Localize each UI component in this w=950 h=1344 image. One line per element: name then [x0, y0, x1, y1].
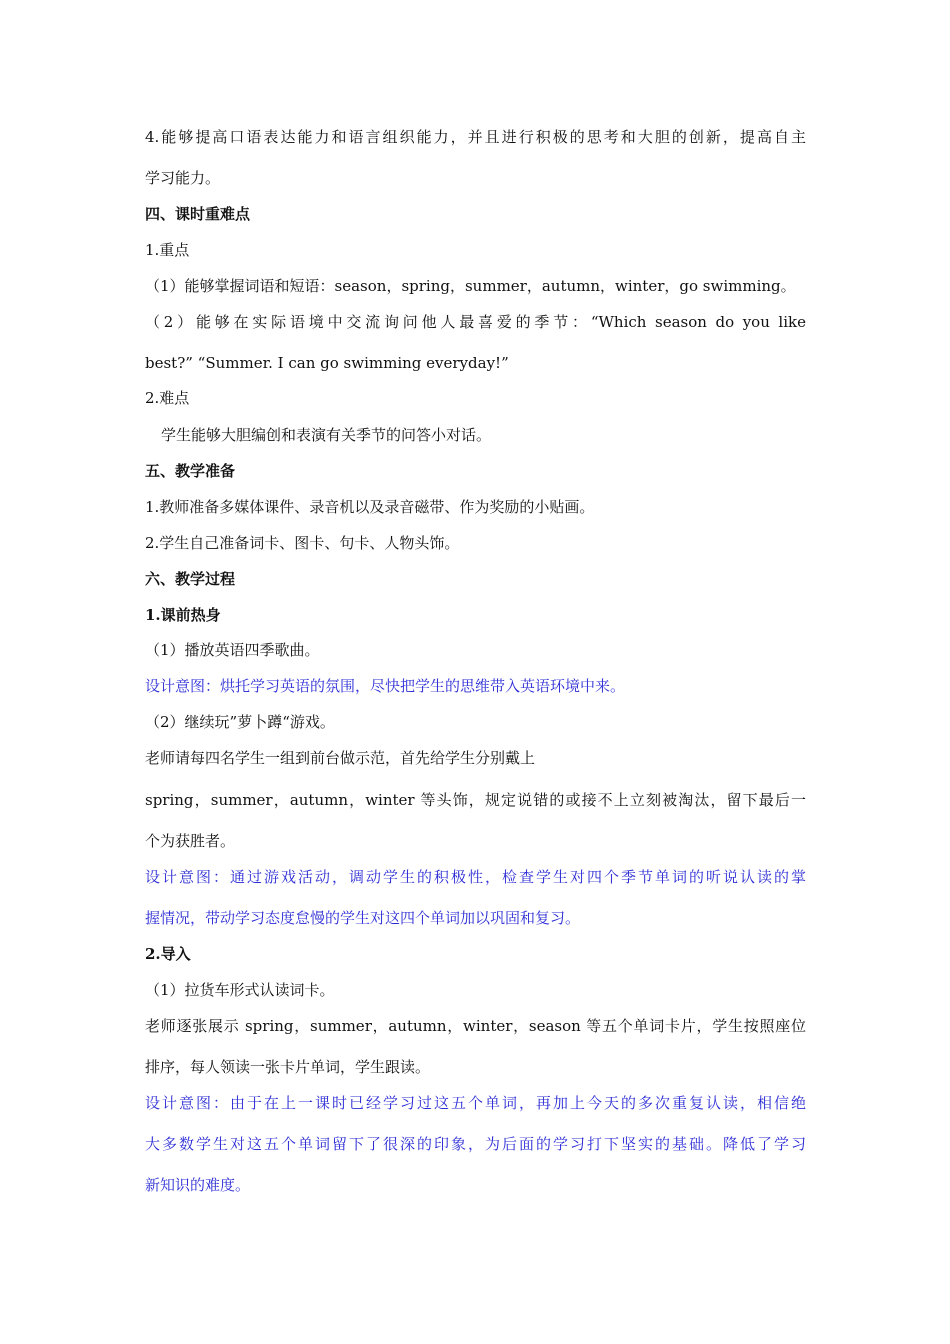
- key-point-1: （1）能够掌握词语和短语：season，spring，summer，autumn，winter，go swimming。: [145, 277, 796, 295]
- section-heading-key-points: 四、课时重难点: [145, 205, 251, 223]
- difficult-point-text: 学生能够大胆编创和表演有关季节的问答小对话。: [161, 426, 492, 444]
- design-intent-2-line-1: 设计意图：通过游戏活动，调动学生的积极性，检查学生对四个季节单词的听说认读的掌: [145, 868, 806, 886]
- key-point-2-line-1: （2）能够在实际语境中交流询问他人最喜爱的季节：“Which season do you like: [145, 313, 806, 331]
- design-intent-2-line-2: 握情况，带动学习态度怠慢的学生对这四个单词加以巩固和复习。: [145, 909, 581, 927]
- warm-up-step-2-detail-line-3: 个为获胜者。: [145, 832, 236, 850]
- lead-in-detail-line-1: 老师逐张展示 spring，summer，autumn，winter，season 等五个单词卡片，学生按照座位: [145, 1017, 806, 1035]
- section-heading-process: 六、教学过程: [145, 570, 236, 588]
- lead-in-detail-line-2: 排序，每人领读一张卡片单词，学生跟读。: [145, 1058, 431, 1076]
- preparation-item-1: 1.教师准备多媒体课件、录音机以及录音磁带、作为奖励的小贴画。: [145, 498, 595, 516]
- subheading-warm-up: 1.课前热身: [145, 606, 221, 624]
- warm-up-step-2-detail-line-1: 老师请每四名学生一组到前台做示范，首先给学生分别戴上: [145, 749, 536, 767]
- subheading-difficult-point: 2.难点: [145, 389, 190, 407]
- warm-up-step-2: （2）继续玩”萝卜蹲“游戏。: [145, 713, 335, 731]
- key-point-2-line-2: best?” “Summer. I can go swimming everyday!”: [145, 354, 509, 372]
- lead-in-step-1: （1）拉货车形式认读词卡。: [145, 981, 335, 999]
- design-intent-3-line-1: 设计意图：由于在上一课时已经学习过这五个单词，再加上今天的多次重复认读，相信绝: [145, 1094, 806, 1112]
- design-intent-1: 设计意图：烘托学习英语的氛围，尽快把学生的思维带入英语环境中来。: [145, 677, 626, 695]
- warm-up-step-1: （1）播放英语四季歌曲。: [145, 641, 320, 659]
- subheading-key-point: 1.重点: [145, 241, 190, 259]
- design-intent-3-line-3: 新知识的难度。: [145, 1176, 251, 1194]
- objective-4-line-1: 4.能够提高口语表达能力和语言组织能力，并且进行积极的思考和大胆的创新，提高自主: [145, 128, 806, 146]
- warm-up-step-2-detail-line-2: spring，summer，autumn，winter 等头饰，规定说错的或接不上立刻被淘汰，留下最后一: [145, 791, 806, 809]
- design-intent-3-line-2: 大多数学生对这五个单词留下了很深的印象，为后面的学习打下坚实的基础。降低了学习: [145, 1135, 806, 1153]
- objective-4-line-2: 学习能力。: [145, 169, 221, 187]
- preparation-item-2: 2.学生自己准备词卡、图卡、句卡、人物头饰。: [145, 534, 460, 552]
- section-heading-preparation: 五、教学准备: [145, 462, 236, 480]
- subheading-lead-in: 2.导入: [145, 945, 191, 963]
